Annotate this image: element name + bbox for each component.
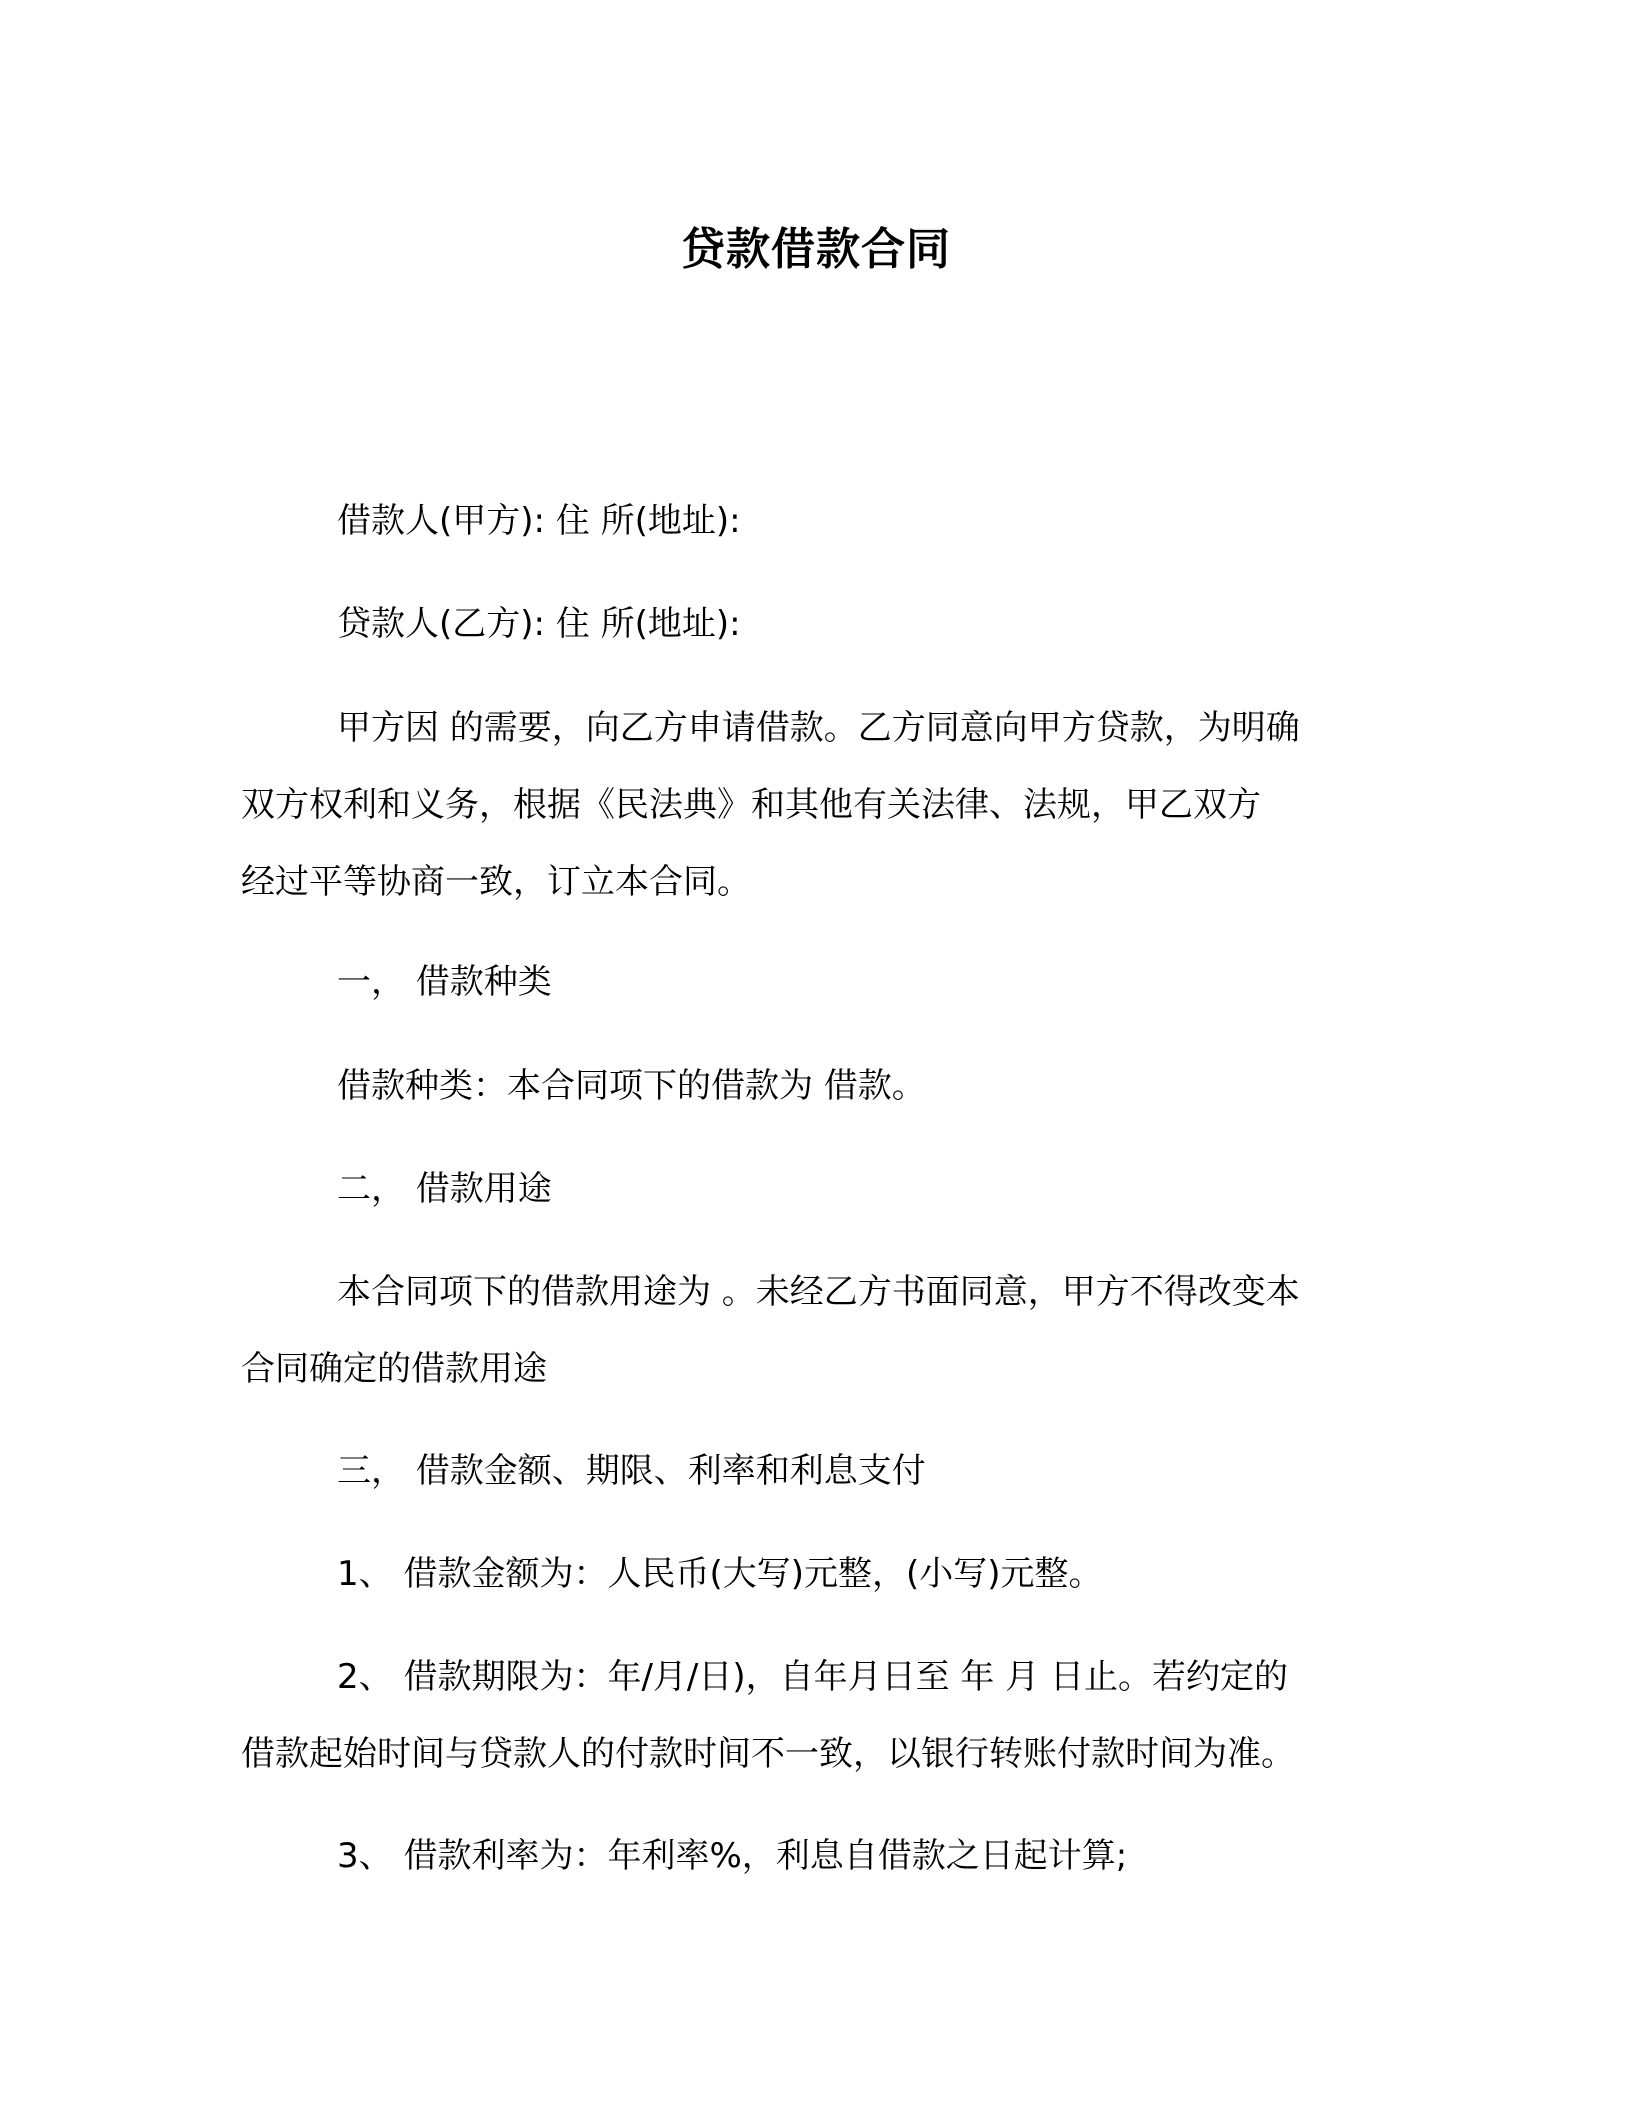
preamble-line-2: 双方权利和义务，根据《民法典》和其他有关法律、法规，甲乙双方 bbox=[241, 785, 1261, 825]
loan-type-line: 借款种类：本合同项下的借款为 借款。 bbox=[337, 1066, 926, 1106]
preamble-line-3: 经过平等协商一致，订立本合同。 bbox=[241, 862, 751, 902]
preamble-line-1: 甲方因 的需要，向乙方申请借款。乙方同意向甲方贷款，为明确 bbox=[337, 708, 1300, 748]
purpose-line-2: 合同确定的借款用途 bbox=[241, 1349, 547, 1389]
section-heading-2: 二， 借款用途 bbox=[337, 1169, 552, 1209]
document-title: 贷款借款合同 bbox=[681, 224, 951, 275]
clause-2-term-line-1: 2、 借款期限为：年/月/日)，自年月日至 年 月 日止。若约定的 bbox=[337, 1657, 1289, 1697]
section-heading-3: 三， 借款金额、期限、利率和利息支付 bbox=[337, 1451, 926, 1491]
section-heading-1: 一， 借款种类 bbox=[337, 962, 552, 1002]
clause-2-term-line-2: 借款起始时间与贷款人的付款时间不一致，以银行转账付款时间为准。 bbox=[241, 1734, 1295, 1774]
clause-3-rate: 3、 借款利率为：年利率%，利息自借款之日起计算; bbox=[337, 1836, 1128, 1876]
lender-line: 贷款人(乙方): 住 所(地址): bbox=[337, 604, 741, 644]
purpose-line-1: 本合同项下的借款用途为 。未经乙方书面同意，甲方不得改变本 bbox=[337, 1272, 1300, 1312]
borrower-line: 借款人(甲方): 住 所(地址): bbox=[337, 501, 741, 541]
clause-1-amount: 1、 借款金额为：人民币(大写)元整，(小写)元整。 bbox=[337, 1554, 1103, 1594]
